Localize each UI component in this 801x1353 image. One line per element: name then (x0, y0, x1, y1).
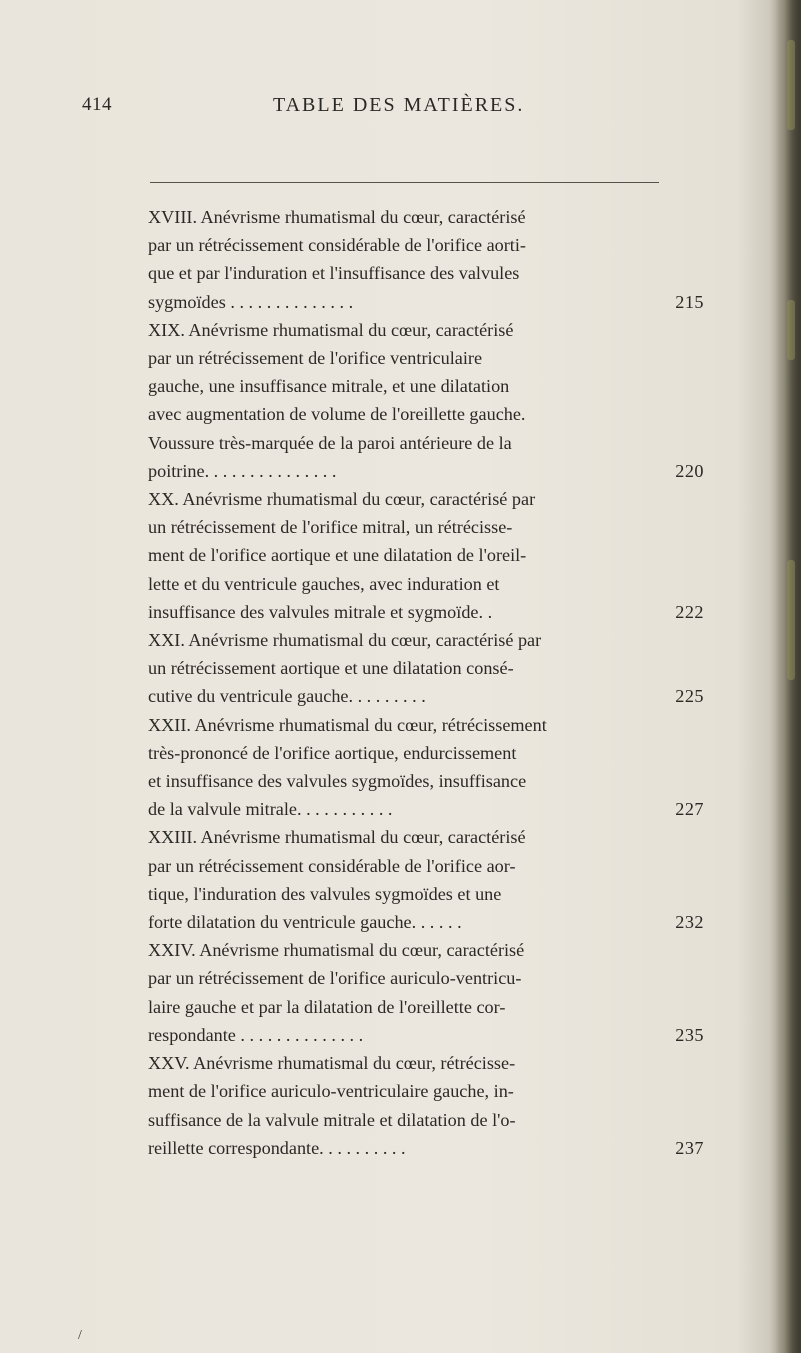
toc-entry-line: poitrine. . . . . . . . . . . . . . . 220 (168, 457, 704, 485)
toc-entry-line: forte dilatation du ventricule gauche. . . . . . 232 (168, 908, 704, 936)
toc-entry-line: XXI. Anévrisme rhumatismal du cœur, caractérisé par (148, 630, 542, 651)
running-title: TABLE DES MATIÈRES. (273, 94, 525, 116)
toc-entry-line: cutive du ventricule gauche. . . . . . . . . 225 (168, 682, 704, 710)
toc-entry-line: suffisance de la valvule mitrale et dilatation de l'o- (148, 1109, 516, 1130)
toc-entry-line: sygmoïdes . . . . . . . . . . . . . . 215 (168, 288, 704, 316)
page-header (82, 94, 682, 124)
toc-entry-line: lette et du ventricule gauches, avec induration et (148, 573, 500, 594)
toc-entry (148, 823, 704, 936)
toc-entry (148, 485, 704, 626)
toc-entry-line: XXV. Anévrisme rhumatismal du cœur, rétrécisse- (148, 1053, 516, 1074)
toc-entry-page-number: 235 (675, 1024, 704, 1045)
header-rule (150, 182, 659, 183)
toc-entry-line: par un rétrécissement considérable de l'orifice aorti- (148, 235, 526, 256)
toc-entry (148, 936, 704, 1049)
toc-entry-line: ment de l'orifice aortique et une dilatation de l'oreil- (148, 545, 527, 566)
toc-entry-page-number: 237 (675, 1137, 704, 1158)
toc-entry-page-number: 227 (675, 799, 704, 820)
toc-entry-line: par un rétrécissement de l'orifice ventriculaire (148, 348, 483, 369)
toc-entry-line: très-prononcé de l'orifice aortique, endurcissement (148, 742, 517, 763)
toc-entry-page-number: 225 (675, 686, 704, 707)
toc-entry-line: par un rétrécissement de l'orifice auriculo-ventricu- (148, 968, 522, 989)
toc-entry-line: et insuffisance des valvules sygmoïdes, insuffisance (148, 771, 527, 792)
toc-entry-page-number: 220 (675, 460, 704, 481)
toc-entry (148, 1049, 704, 1162)
page-edge-stain (787, 40, 795, 130)
page-edge-stain (787, 560, 795, 680)
toc-entry (148, 316, 704, 485)
toc-entry-line: avec augmentation de volume de l'oreillette gauche. (148, 404, 526, 425)
toc-entry-line: gauche, une insuffisance mitrale, et une dilatation (148, 376, 510, 397)
toc-entry-line: XXIII. Anévrisme rhumatismal du cœur, caractérisé (148, 827, 526, 848)
page-edge-stain (787, 300, 795, 360)
toc-entry-line: un rétrécissement aortique et une dilatation consé- (148, 658, 514, 679)
toc-entry-line: XVIII. Anévrisme rhumatismal du cœur, caractérisé (148, 207, 526, 227)
toc-entry (148, 626, 704, 711)
toc-entry (148, 203, 704, 316)
page-number: 414 (82, 94, 112, 115)
toc-entry-line: XIX. Anévrisme rhumatismal du cœur, caractérisé (148, 319, 514, 340)
toc-entry-line: par un rétrécissement considérable de l'orifice aor- (148, 855, 516, 876)
toc-entry-line: XX. Anévrisme rhumatismal du cœur, caractérisé par (148, 489, 536, 510)
toc-entry-line: reillette correspondante. . . . . . . . . . 237 (168, 1134, 704, 1162)
table-of-contents (148, 203, 704, 1162)
toc-entry-line: tique, l'induration des valvules sygmoïdes et une (148, 883, 502, 904)
toc-entry-line: un rétrécissement de l'orifice mitral, un rétrécisse- (148, 517, 513, 538)
toc-entry-line: XXIV. Anévrisme rhumatismal du cœur, caractérisé (148, 940, 525, 961)
toc-entry (148, 711, 704, 824)
toc-entry-line: respondante . . . . . . . . . . . . . . 235 (168, 1021, 704, 1049)
toc-entry-page-number: 215 (675, 291, 704, 312)
toc-entry-line: laire gauche et par la dilatation de l'oreillette cor- (148, 996, 506, 1017)
toc-entry-page-number: 232 (675, 912, 704, 933)
toc-entry-line: XXII. Anévrisme rhumatismal du cœur, rétrécissement (148, 714, 547, 735)
toc-entry-line: que et par l'induration et l'insuffisance des valvules (148, 263, 520, 284)
stray-mark: / (78, 1328, 82, 1343)
toc-entry-line: Voussure très-marquée de la paroi antérieure de la (148, 432, 512, 453)
toc-entry-page-number: 222 (675, 601, 704, 622)
toc-entry-line: insuffisance des valvules mitrale et sygmoïde. . 222 (168, 598, 704, 626)
toc-entry-line: de la valvule mitrale. . . . . . . . . . . 227 (168, 795, 704, 823)
toc-entry-line: ment de l'orifice auriculo-ventriculaire gauche, in- (148, 1081, 514, 1102)
